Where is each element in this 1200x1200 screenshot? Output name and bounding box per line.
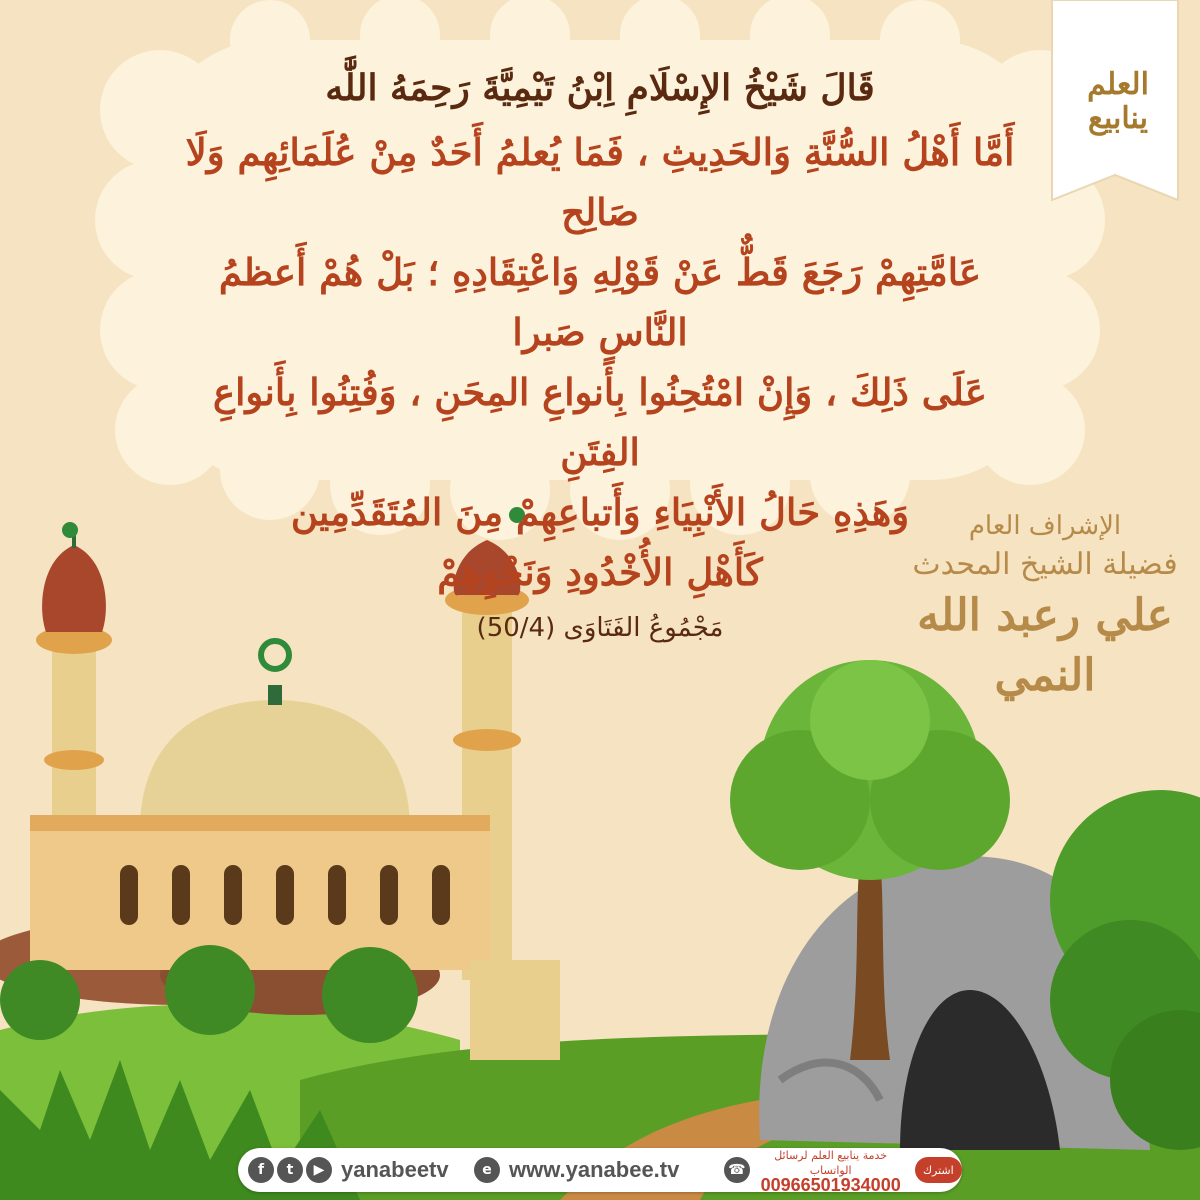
whatsapp-info	[753, 1148, 909, 1193]
logo-word-1: العلم	[1087, 67, 1149, 102]
quote-line: أَمَّا أَهْلُ السُّنَّةِ وَالحَدِيثِ ، فَمَا يُعلمُ أَحَدٌ مِنْ عُلَمَائِهِم وَلَا صَالِح	[185, 130, 1015, 234]
yanabee-logo	[1058, 0, 1178, 210]
youtube-icon[interactable]: ▶	[306, 1157, 332, 1183]
supervision-honorific: فضيلة الشيخ المحدث	[912, 547, 1178, 582]
facebook-icon[interactable]: f	[248, 1157, 274, 1183]
twitter-icon[interactable]: t	[277, 1157, 303, 1183]
supervision-signature	[900, 508, 1190, 706]
whatsapp-number[interactable]: 00966501934000	[760, 1174, 901, 1195]
quote-line: عَامَّتِهِمْ رَجَعَ قَطٌّ عَنْ قَوْلِهِ وَاعْتِقَادِهِ ؛ بَلْ هُمْ أَعظمُ النَّاسِ صَبرا	[218, 250, 982, 354]
quote-line: وَهَذِهِ حَالُ الأَنْبِيَاءِ وَأَتباعِهِمْ مِنَ المُتَقَدِّمِين	[290, 490, 910, 534]
quote-source: مَجْمُوعُ الفَتَاوَى (50/4)	[476, 613, 724, 643]
footer-bar	[238, 1148, 962, 1195]
social-handle[interactable]: yanabeetv	[341, 1157, 449, 1182]
quote-title: قَالَ شَيْخُ الإِسْلَامِ اِبْنُ تَيْمِيَّةَ رَحِمَهُ اللَّٰه	[325, 67, 875, 109]
subscribe-badge[interactable]: اشترك	[915, 1157, 962, 1183]
whatsapp-label: خدمة ينابيع العلم لرسائل الواتساب	[774, 1148, 888, 1177]
web-icon: e	[474, 1157, 500, 1183]
logo-word-2: ينابيع	[1088, 101, 1148, 136]
supervision-title: الإشراف العام	[968, 511, 1122, 541]
quote-line: عَلَى ذَلِكَ ، وَإِنْ امْتُحِنُوا بِأَنواعِ المِحَنِ ، وَفُتِنُوا بِأَنواعِ الفِتَنِ	[213, 370, 987, 474]
logo-text	[1058, 68, 1178, 136]
whatsapp-icon: ☎	[724, 1157, 750, 1183]
supervision-name: علي رعبد الله النمي	[917, 590, 1173, 701]
whatsapp-service[interactable]	[724, 1148, 962, 1195]
quote-line: كَأَهْلِ الأُخْدُودِ وَنَحْوِهِمْ	[437, 550, 763, 594]
website-url[interactable]: www.yanabee.tv	[509, 1157, 680, 1182]
website-link[interactable]	[474, 1148, 679, 1192]
social-links	[248, 1148, 449, 1192]
